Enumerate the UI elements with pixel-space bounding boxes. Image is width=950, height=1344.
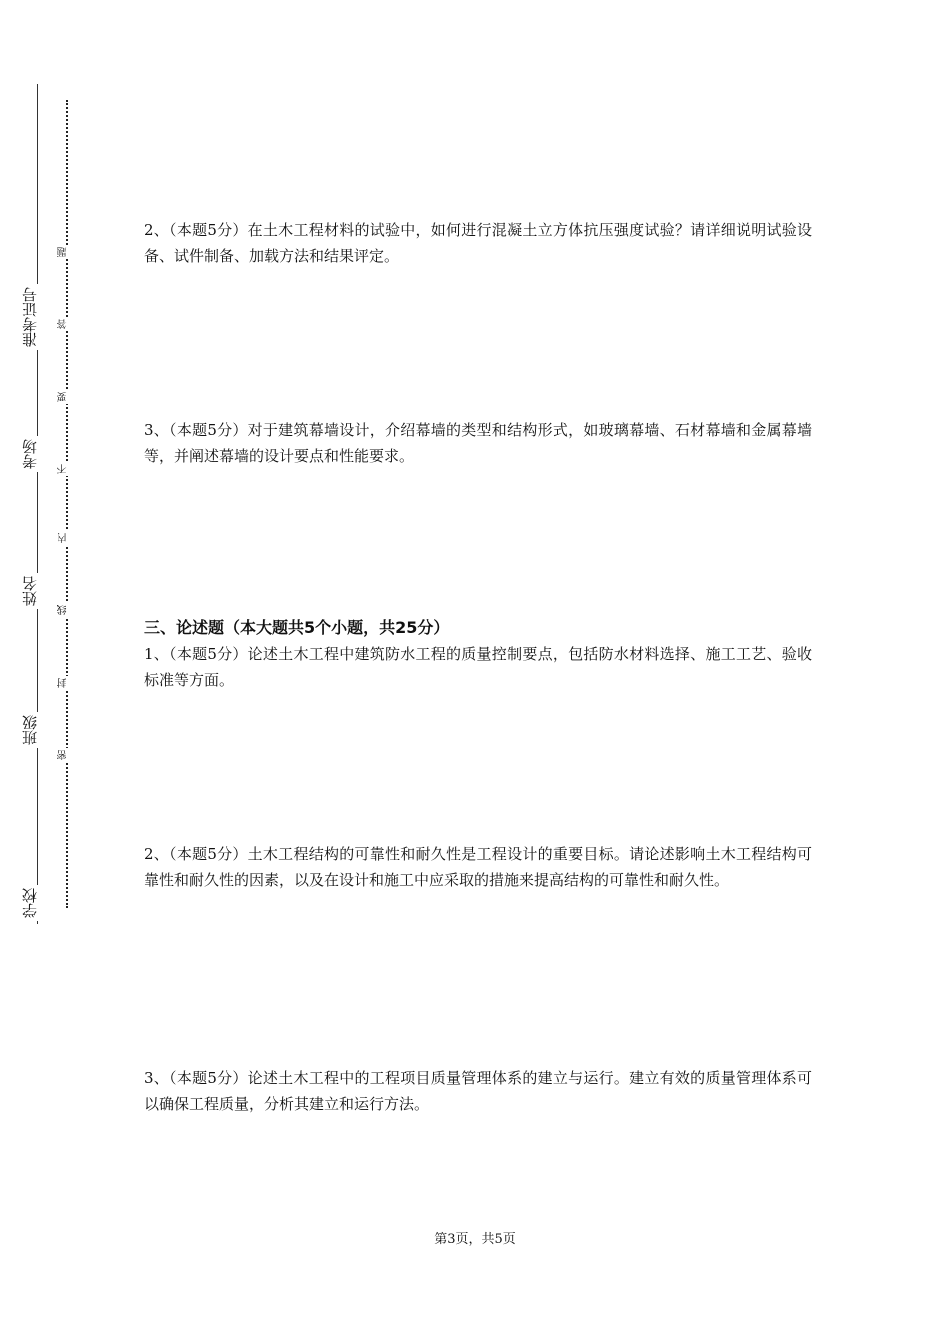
seal-char: 线 (59, 603, 75, 617)
essay-question-2: 2、（本题5分）土木工程结构的可靠性和耐久性是工程设计的重要目标。请论述影响土木工程结构可靠性和耐久性的因素，以及在设计和施工中应采取的措施来提高结构的可靠性和耐久性。 (144, 845, 812, 889)
essay-question-1: 1、（本题5分）论述土木工程中建筑防水工程的质量控制要点，包括防水材料选择、施工工艺、验收标准等方面。 (144, 645, 812, 689)
class-label: 班级 (23, 712, 53, 748)
seal-char: 封 (59, 676, 75, 690)
name-label: 姓名 (23, 573, 53, 609)
seal-char: 答 (59, 317, 75, 331)
seal-char: 要 (59, 390, 75, 404)
seal-char: 内 (59, 531, 75, 545)
section-title: 三、论述题（本大题共5个小题，共25分） (144, 618, 450, 637)
seal-char: 密 (59, 748, 75, 762)
question-3: 3、（本题5分）对于建筑幕墙设计，介绍幕墙的类型和结构形式，如玻璃幕墙、石材幕墙和金属幕墙等，并阐述幕墙的设计要点和性能要求。 (144, 421, 812, 465)
question-2: 2、（本题5分）在土木工程材料的试验中，如何进行混凝土立方体抗压强度试验？请详细说明试验设备、试件制备、加载方法和结果评定。 (144, 221, 812, 265)
seal-dotted-line (66, 100, 68, 908)
exam-id-label: 准考证号 (23, 284, 53, 350)
seal-char: 不 (59, 462, 75, 476)
essay-question-3: 3、（本题5分）论述土木工程中的工程项目质量管理体系的建立与运行。建立有效的质量管理体系可以确保工程质量，分析其建立和运行方法。 (144, 1069, 812, 1113)
exam-room-label: 考场 (23, 436, 53, 472)
page-footer: 第3页，共5页 (434, 1232, 516, 1247)
seal-char: 题 (59, 245, 75, 259)
school-label: 学校 (23, 885, 53, 921)
binding-line (37, 84, 38, 924)
